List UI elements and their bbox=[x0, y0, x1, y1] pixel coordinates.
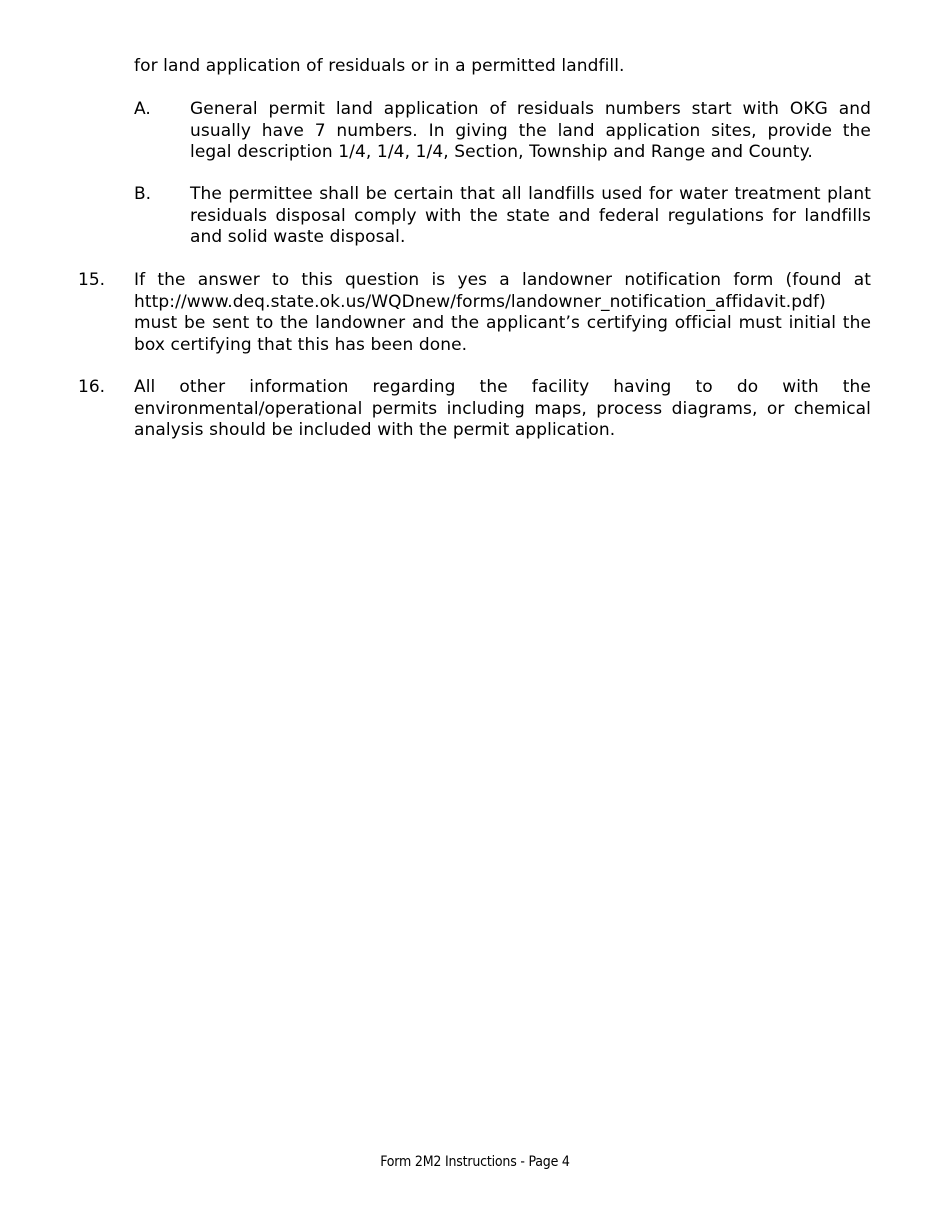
item-16-line-2: environmental/operational permits including maps, process diagrams, or chemical bbox=[134, 398, 871, 419]
page-footer: Form 2M2 Instructions - Page 4 bbox=[380, 1154, 570, 1170]
item-15-line-3: must be sent to the landowner and the applicant’s certifying official must initial the bbox=[134, 313, 871, 333]
item-a-line-1: General permit land application of residuals numbers start with OKG and bbox=[190, 99, 871, 119]
item-15-url-line: http://www.deq.state.ok.us/WQDnew/forms/landowner_notification_affidavit.pdf) bbox=[134, 291, 826, 312]
item-15-label: 15. bbox=[78, 270, 106, 290]
item-16-label: 16. bbox=[78, 377, 106, 397]
item-16-line-3: analysis should be included with the permit application. bbox=[134, 420, 616, 440]
item-b-line-3: and solid waste disposal. bbox=[190, 227, 406, 247]
item-a-line-2: usually have 7 numbers. In giving the land application sites, provide the bbox=[190, 120, 871, 141]
item-b-line-1: The permittee shall be certain that all landfills used for water treatment plant bbox=[190, 184, 871, 204]
item-15-line-1: If the answer to this question is yes a landowner notification form (found at bbox=[134, 270, 871, 290]
intro-line: for land application of residuals or in a permitted landfill. bbox=[134, 56, 625, 76]
item-b-line-2: residuals disposal comply with the state and federal regulations for landfills bbox=[190, 205, 871, 226]
item-b-label: B. bbox=[134, 184, 152, 204]
item-a-label: A. bbox=[134, 99, 151, 119]
item-a-line-3: legal description 1/4, 1/4, 1/4, Section, Township and Range and County. bbox=[190, 142, 813, 162]
item-15-line-4: box certifying that this has been done. bbox=[134, 334, 468, 355]
item-16-line-1: All other information regarding the facility having to do with the bbox=[134, 377, 871, 397]
